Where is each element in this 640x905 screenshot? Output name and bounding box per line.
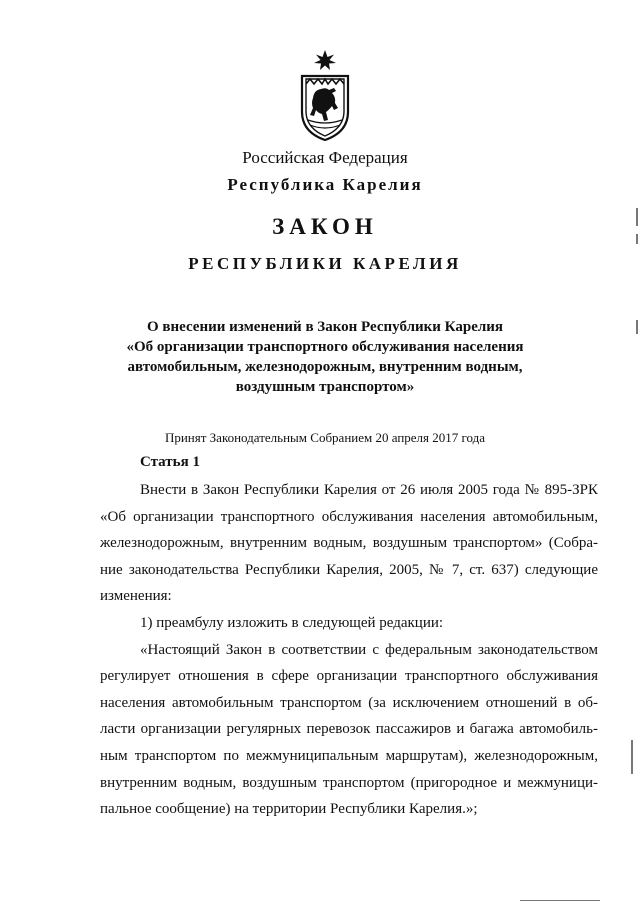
paragraph-line: регулирует отношения в сфере организации транспортного обслуживания <box>100 668 598 685</box>
paragraph-line: ласти организации регулярных перевозок пассажиров и багажа автомобиль- <box>100 721 598 738</box>
adoption-note: Принят Законодательным Собранием 20 апреля 2017 года <box>164 430 486 445</box>
paragraph-line: железнодорожным, внутренним водным, воздушным транспортом» (Собра- <box>100 535 598 552</box>
article-body <box>100 477 598 823</box>
country-name: Российская Федерация <box>242 148 408 167</box>
document-title <box>0 317 640 397</box>
republic-name: Республика Карелия <box>227 175 423 194</box>
document-title-line: «Об организации транспортного обслуживания населения <box>126 339 524 355</box>
paragraph-line: «Настоящий Закон в соответствии с федеральным законодательством <box>140 641 598 658</box>
document-title-line: воздушным транспортом» <box>235 379 415 395</box>
paragraph-line: внутренним водным, воздушным транспортом (пригородное и межмуници- <box>100 774 598 791</box>
paragraph-line: ние законодательства Республики Карелия, 2005, № 7, ст. 637) следующие <box>100 561 598 578</box>
paragraph-line: «Об организации транспортного обслуживания населения автомобильным, <box>100 508 598 525</box>
document-title-line: автомобильным, железнодорожным, внутренним водным, <box>127 359 523 375</box>
paragraph-line: изменения: <box>100 588 172 605</box>
paragraph-line: 1) преамбулу изложить в следующей редакции: <box>140 614 444 631</box>
coat-of-arms-emblem <box>296 50 354 142</box>
document-title-line: О внесении изменений в Закон Республики Карелия <box>146 319 504 335</box>
scan-edge-mark <box>636 320 638 334</box>
paragraph-line: Внести в Закон Республики Карелия от 26 июля 2005 года № 895-ЗРК <box>140 482 598 498</box>
paragraph-line: пальное сообщение) на территории Республики Карелия.»; <box>100 801 478 818</box>
scan-edge-mark <box>520 900 600 901</box>
scan-edge-mark <box>636 234 638 244</box>
law-subheading: РЕСПУБЛИКИ КАРЕЛИЯ <box>188 254 462 273</box>
paragraph-line: ным транспортом по межмуниципальным маршрутам), железнодорожным, <box>100 747 598 764</box>
paragraph-line: населения автомобильным транспортом (за исключением отношений в об- <box>100 694 598 711</box>
scan-edge-mark <box>631 740 633 774</box>
article-heading: Статья 1 <box>140 454 200 470</box>
scan-edge-mark <box>636 208 638 226</box>
law-heading: ЗАКОН <box>272 214 378 239</box>
